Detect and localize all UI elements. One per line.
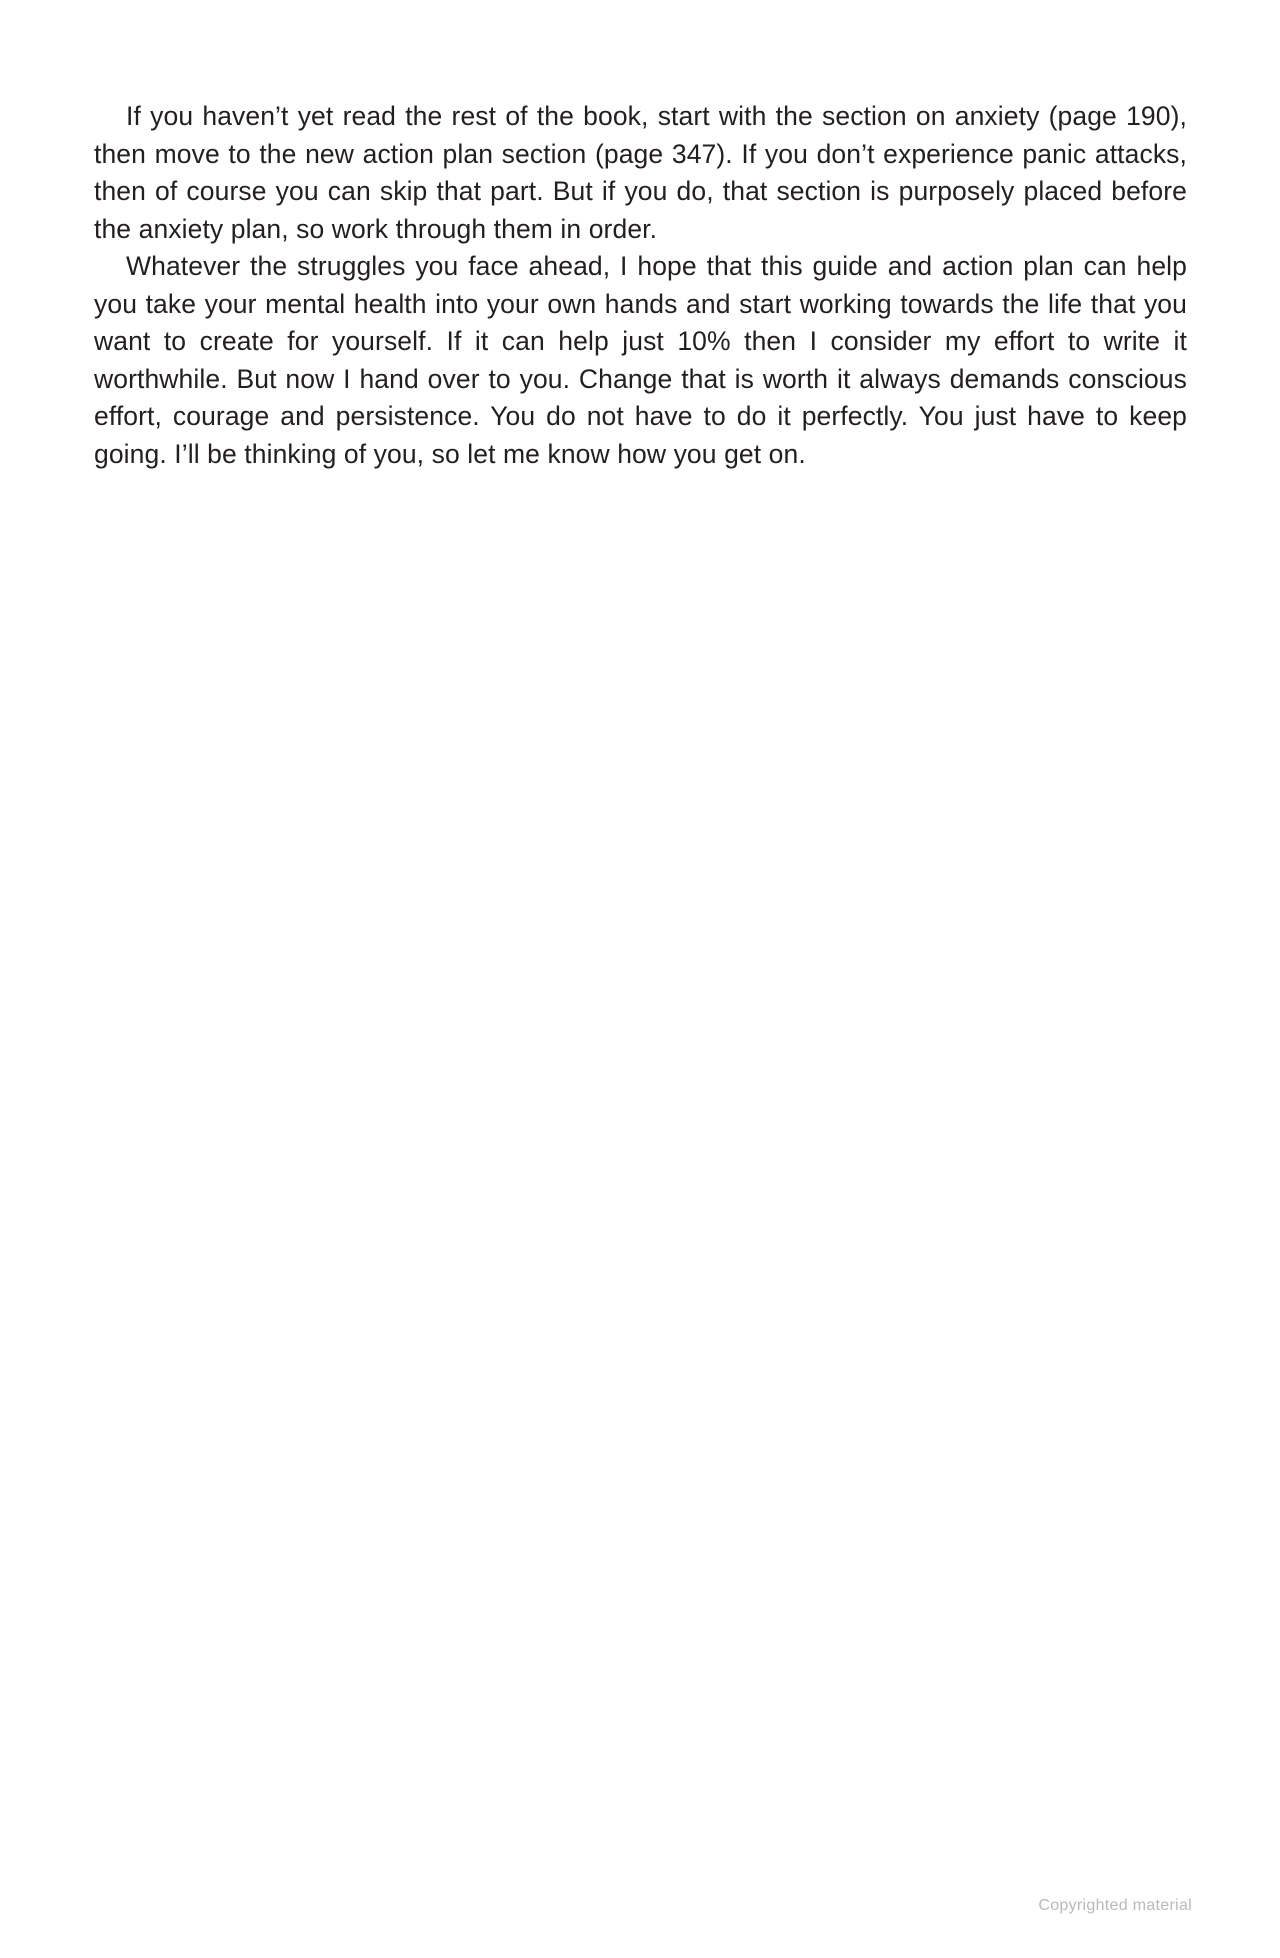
paragraph-2: Whatever the struggles you face ahead, I hope that this guide and action plan can help you take your mental health into your own hands and start working towards the life that you want to create for yourself. If it can help just 10% then I consider my effort to write it worthwhile. But now I hand over to you. Change that is worth it always demands conscious effort, courage and persistence. You do not have to do it perfectly. You just have to keep going. I’ll be thinking of you, so let me know how you get on. — [94, 251, 1187, 469]
body-text — [94, 98, 1187, 473]
copyright-notice: Copyrighted material — [1038, 1897, 1192, 1914]
paragraph-1: If you haven’t yet read the rest of the book, start with the section on anxiety (page 190), then move to the new action plan section (page 347). If you don’t experience panic attacks, then of course you can skip that part. But if you do, that section is purposely placed before the anxiety plan, so work through them in order. — [94, 101, 1187, 244]
